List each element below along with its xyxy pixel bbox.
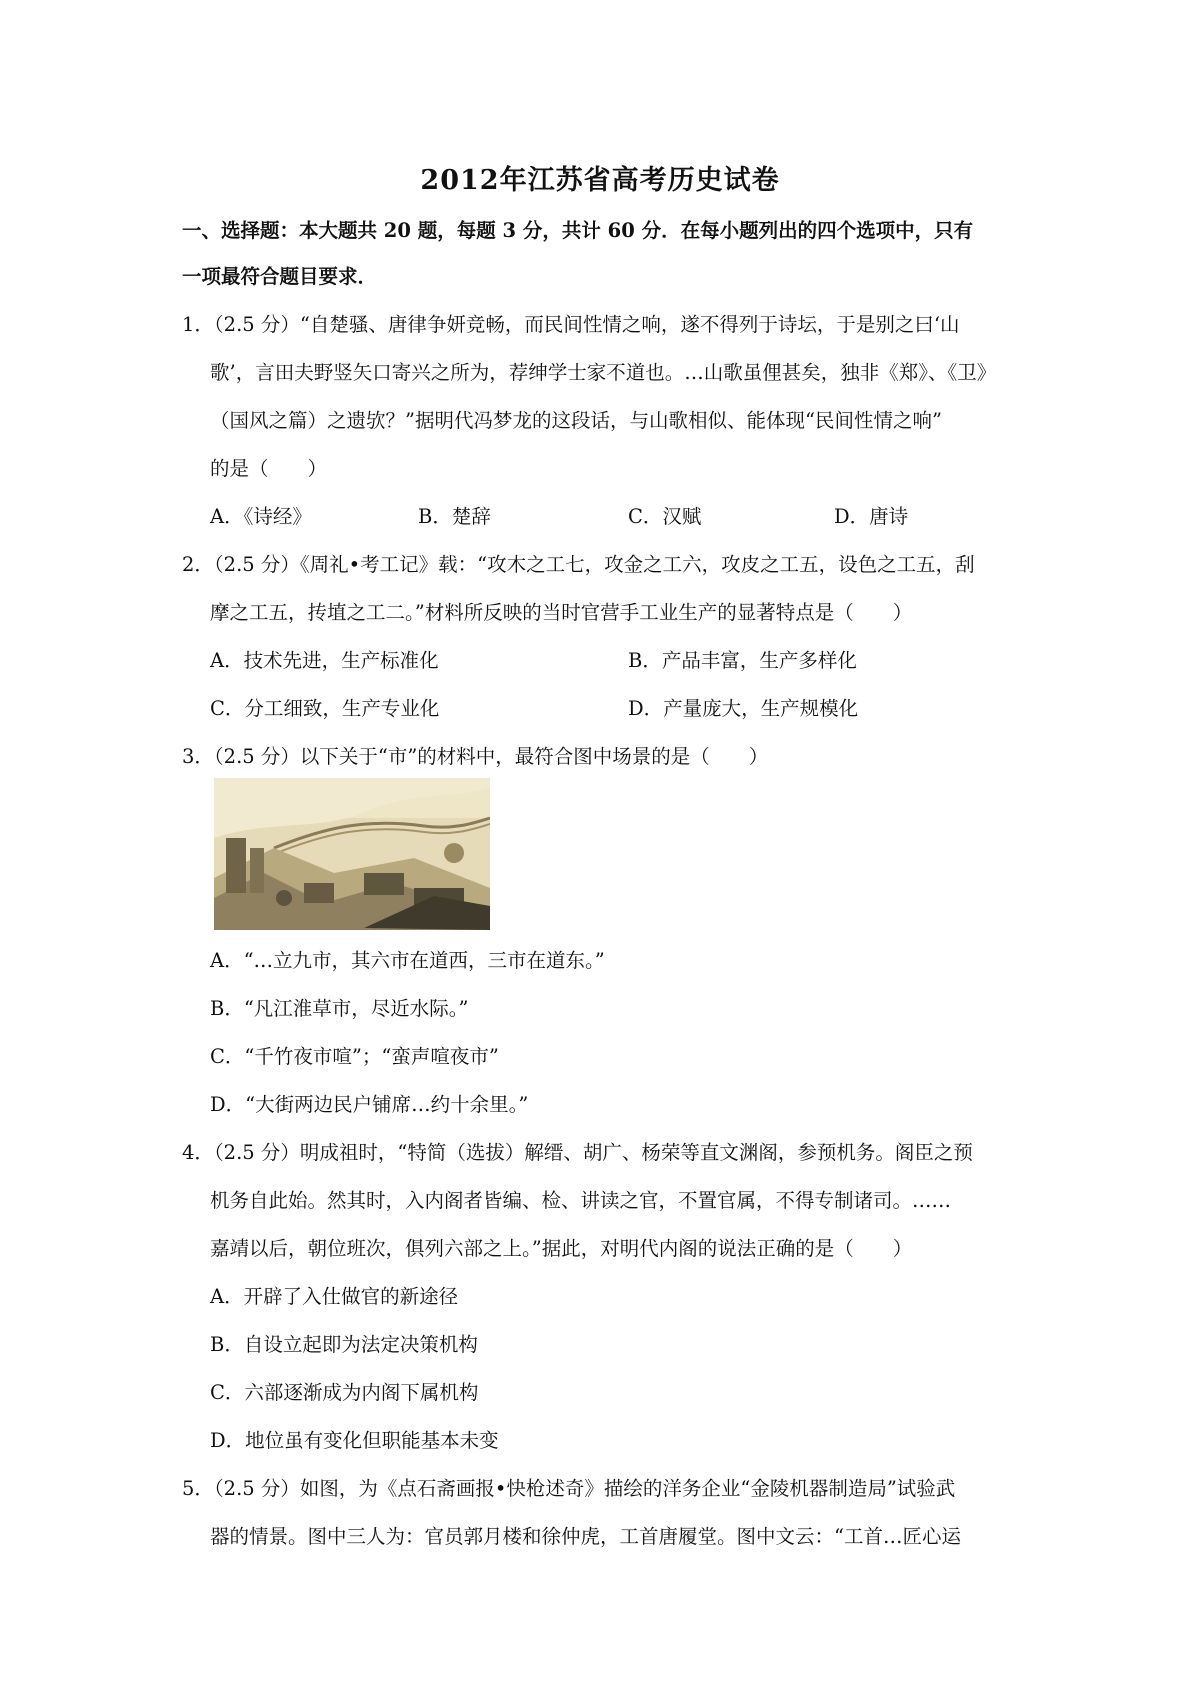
q3-option-b: B．“凡江淮草市，尽近水际。”	[210, 997, 469, 1020]
market-scroll-painting-image	[214, 778, 490, 930]
q2-option-b: B．产品丰富，生产多样化	[628, 649, 857, 672]
q2-line-1: 2．（2.5 分）《周礼•考工记》载：“攻木之工七，攻金之工六，攻皮之工五，设色之工五，刮	[182, 553, 975, 576]
page-title: 2012年江苏省高考历史试卷	[420, 165, 780, 196]
q1-option-d: D．唐诗	[834, 505, 909, 528]
q2-option-d: D．产量庞大，生产规模化	[628, 697, 859, 720]
q4-line-2: 机务自此始。然其时，入内阁者皆编、检、讲读之官，不置官属，不得专制诸司。……	[210, 1189, 952, 1212]
q4-line-1: 4．（2.5 分）明成祖时，“特简（选拔）解缙、胡广、杨荣等直文渊阁，参预机务。阁臣之预	[182, 1141, 973, 1164]
q4-line-3: 嘉靖以后，朝位班次，俱列六部之上。”据此，对明代内阁的说法正确的是（ ）	[210, 1237, 913, 1260]
q5-line-2: 器的情景。图中三人为：官员郭月楼和徐仲虎，工首唐履堂。图中文云：“工首…匠心运	[210, 1525, 961, 1548]
q1-line-1: 1．（2.5 分）“自楚骚、唐律争妍竞畅，而民间性情之响，遂不得列于诗坛，于是别之曰‘山	[182, 313, 960, 336]
q1-line-3: （国风之篇）之遗欤？”据明代冯梦龙的这段话，与山歌相似、能体现“民间性情之响”	[210, 409, 942, 432]
q2-option-a: A．技术先进，生产标准化	[210, 649, 439, 672]
q3-option-d: D．“大街两边民户铺席…约十余里。”	[210, 1093, 529, 1116]
q4-option-c: C．六部逐渐成为内阁下属机构	[210, 1381, 479, 1404]
q4-option-a: A．开辟了入仕做官的新途径	[210, 1285, 459, 1308]
q2-line-2: 摩之工五，抟埴之工二。”材料所反映的当时官营手工业生产的显著特点是（ ）	[210, 601, 913, 624]
q2-option-c: C．分工细致，生产专业化	[210, 697, 440, 720]
q3-line-1: 3．（2.5 分）以下关于“市”的材料中，最符合图中场景的是（ ）	[182, 745, 769, 768]
section-heading-line-2: 一项最符合题目要求．	[182, 265, 378, 288]
q1-option-a: A．《诗经》	[210, 505, 312, 528]
q4-option-d: D．地位虽有变化但职能基本未变	[210, 1429, 499, 1452]
q1-line-4: 的是（ ）	[210, 457, 328, 480]
q3-option-c: C．“千竹夜市喧”；“蛮声喧夜市”	[210, 1045, 499, 1068]
q3-option-a: A．“…立九市，其六市在道西，三市在道东。”	[210, 949, 605, 972]
q1-option-b: B．楚辞	[418, 505, 491, 528]
q5-line-1: 5．（2.5 分）如图，为《点石斋画报•快枪述奇》描绘的洋务企业“金陵机器制造局”试验武	[182, 1477, 956, 1500]
q1-line-2: 歌’，言田夫野竖矢口寄兴之所为，荐绅学士家不道也。…山歌虽俚甚矣，独非《郑》、《卫》	[210, 361, 997, 384]
section-heading-line-1: 一、选择题：本大题共 20 题，每题 3 分，共计 60 分．在每小题列出的四个选项中，只有	[182, 219, 974, 242]
q4-option-b: B．自设立起即为法定决策机构	[210, 1333, 478, 1356]
q1-option-c: C．汉赋	[628, 505, 702, 528]
